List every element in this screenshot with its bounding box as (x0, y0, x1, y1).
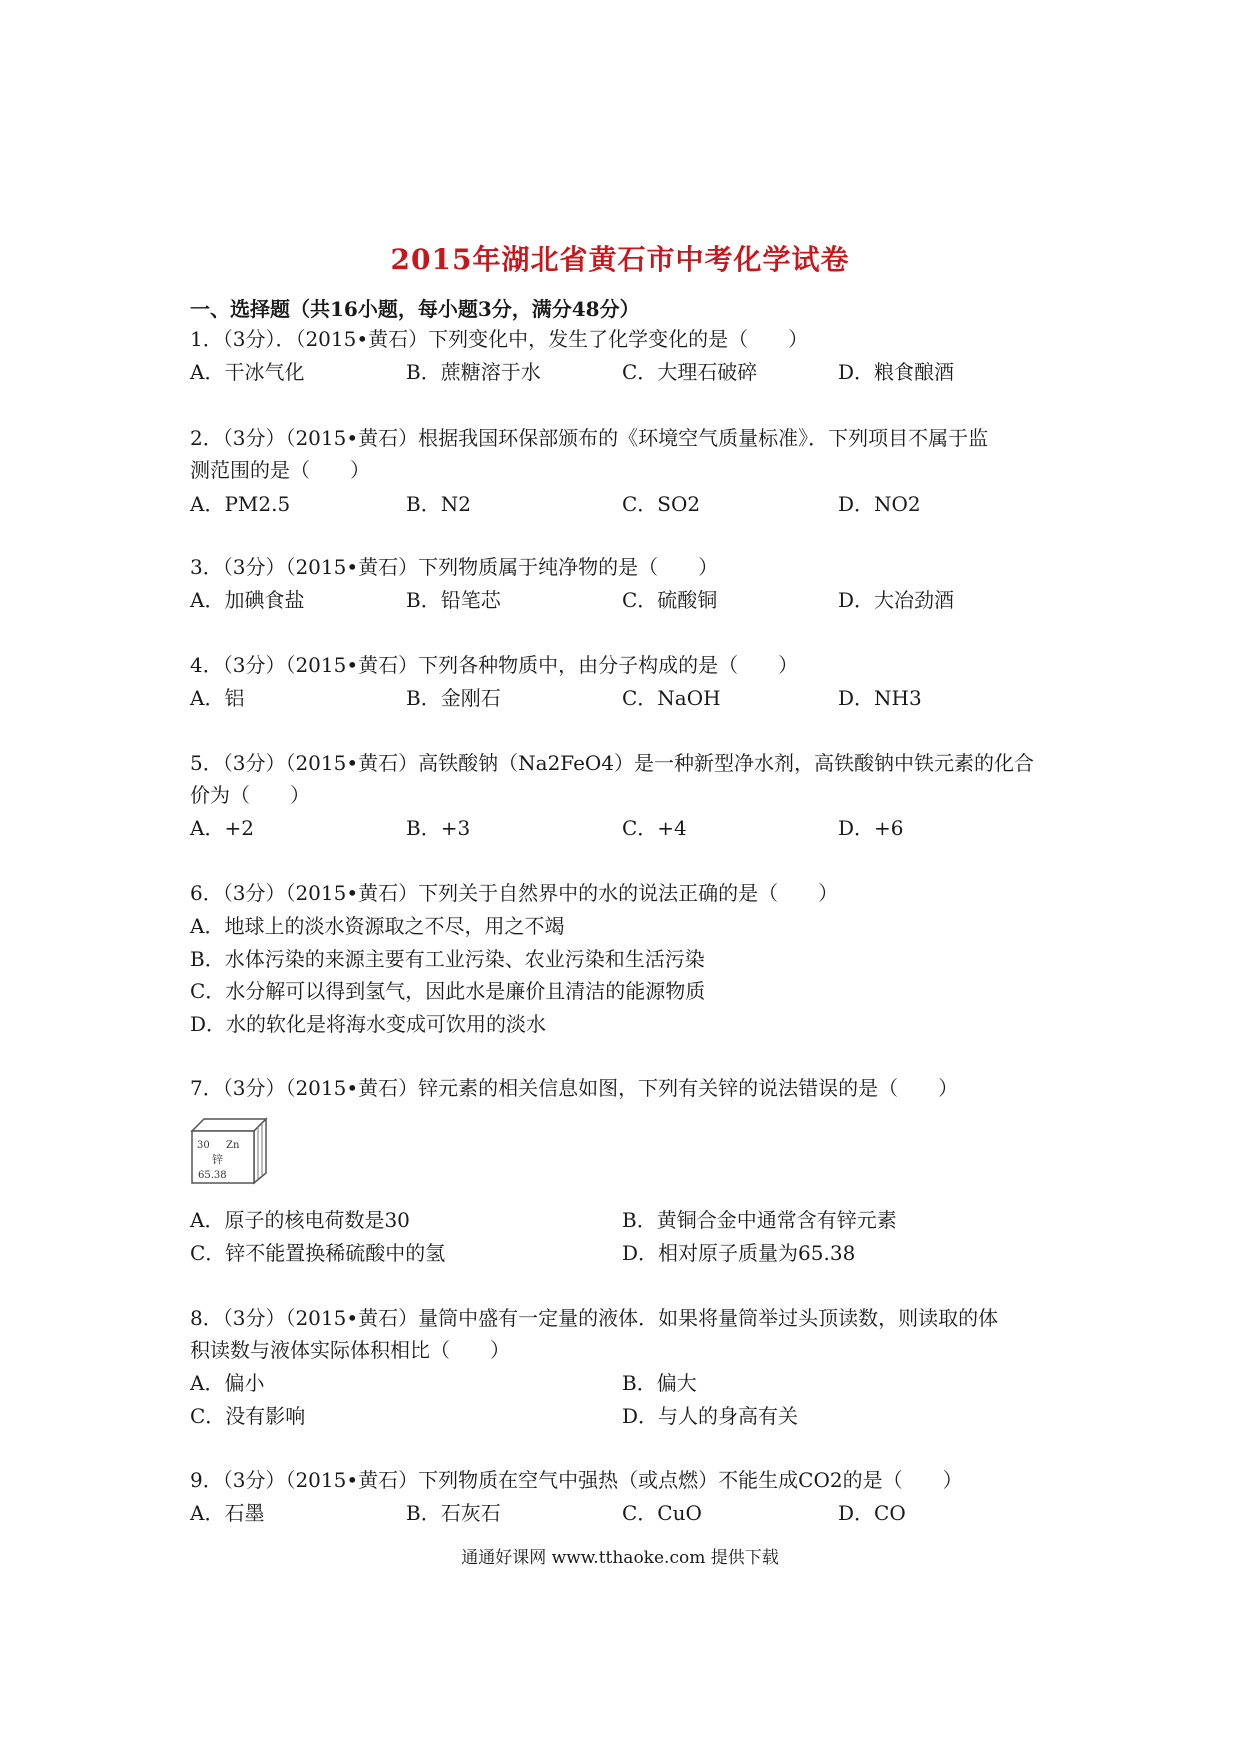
q3-option-b: B．铅笔芯 (406, 588, 501, 612)
q2-option-c: C．SO2 (622, 492, 701, 516)
q8-option-d: D．与人的身高有关 (622, 1404, 799, 1428)
q9-option-d: D．CO (838, 1501, 906, 1525)
question-8-stem-line1: 8．（3分）（2015•黄石）量筒中盛有一定量的液体．如果将量筒举过头顶读数，则读取的体 (190, 1306, 999, 1330)
q9-option-c: C．CuO (622, 1501, 702, 1525)
q2-option-d: D．NO2 (838, 492, 921, 516)
q6-option-a: A．地球上的淡水资源取之不尽，用之不竭 (190, 914, 565, 938)
zinc-element-card-image (190, 1117, 268, 1185)
page-title: 2015年湖北省黄石市中考化学试卷 (390, 243, 850, 276)
q2-option-b: B．N2 (406, 492, 471, 516)
question-4-stem: 4．（3分）（2015•黄石）下列各种物质中，由分子构成的是（ ） (190, 653, 799, 677)
q6-option-c: C．水分解可以得到氢气，因此水是廉价且清洁的能源物质 (190, 979, 706, 1003)
q5-option-a: A．+2 (190, 816, 254, 840)
q4-option-d: D．NH3 (838, 686, 922, 710)
question-5-stem-line1: 5．（3分）（2015•黄石）高铁酸钠（Na2FeO4）是一种新型净水剂，高铁酸钠中铁元素的化合 (190, 751, 1035, 775)
element-mass: 65.38 (198, 1170, 227, 1181)
q7-option-a: A．原子的核电荷数是30 (190, 1208, 410, 1232)
question-9-stem: 9．（3分）（2015•黄石）下列物质在空气中强热（或点燃）不能生成CO2的是（ ） (190, 1468, 963, 1492)
element-name: 锌 (212, 1153, 223, 1166)
q9-option-b: B．石灰石 (406, 1501, 501, 1525)
element-number: 30 (197, 1140, 210, 1151)
q5-option-c: C．+4 (622, 816, 687, 840)
q9-option-a: A．石墨 (190, 1501, 265, 1525)
q6-option-b: B．水体污染的来源主要有工业污染、农业污染和生活污染 (190, 947, 705, 971)
question-8-stem-line2: 积读数与液体实际体积相比（ ） (190, 1338, 510, 1362)
q1-option-d: D．粮食酿酒 (838, 360, 955, 384)
q7-option-d: D．相对原子质量为65.38 (622, 1241, 856, 1265)
q8-option-a: A．偏小 (190, 1371, 265, 1395)
q4-option-c: C．NaOH (622, 686, 721, 710)
q4-option-b: B．金刚石 (406, 686, 501, 710)
q1-option-b: B．蔗糖溶于水 (406, 360, 541, 384)
question-5-stem-line2: 价为（ ） (190, 783, 310, 807)
q7-option-b: B．黄铜合金中通常含有锌元素 (622, 1208, 897, 1232)
element-symbol: Zn (226, 1140, 240, 1151)
question-1-stem: 1．（3分）．（2015•黄石）下列变化中，发生了化学变化的是（ ） (190, 327, 809, 351)
q6-option-d: D．水的软化是将海水变成可饮用的淡水 (190, 1012, 547, 1036)
q3-option-c: C．硫酸铜 (622, 588, 718, 612)
q2-option-a: A．PM2.5 (190, 492, 291, 516)
q5-option-d: D．+6 (838, 816, 904, 840)
q8-option-b: B．偏大 (622, 1371, 697, 1395)
q3-option-d: D．大冶劲酒 (838, 588, 955, 612)
q3-option-a: A．加碘食盐 (190, 588, 305, 612)
section-heading: 一、选择题（共16小题，每小题3分，满分48分） (190, 297, 640, 321)
q7-option-c: C．锌不能置换稀硫酸中的氢 (190, 1241, 446, 1265)
question-6-stem: 6．（3分）（2015•黄石）下列关于自然界中的水的说法正确的是（ ） (190, 881, 839, 905)
q1-option-c: C．大理石破碎 (622, 360, 758, 384)
question-2-stem-line1: 2．（3分）（2015•黄石）根据我国环保部颁布的《环境空气质量标准》．下列项目不属于监 (190, 426, 989, 450)
q8-option-c: C．没有影响 (190, 1404, 306, 1428)
question-2-stem-line2: 测范围的是（ ） (190, 458, 370, 482)
q4-option-a: A．铝 (190, 686, 245, 710)
question-3-stem: 3．（3分）（2015•黄石）下列物质属于纯净物的是（ ） (190, 555, 719, 579)
footer-source: 通通好课网 www.tthaoke.com 提供下载 (461, 1548, 779, 1568)
q1-option-a: A．干冰气化 (190, 360, 305, 384)
q5-option-b: B．+3 (406, 816, 471, 840)
question-7-stem: 7．（3分）（2015•黄石）锌元素的相关信息如图，下列有关锌的说法错误的是（ ） (190, 1076, 959, 1100)
